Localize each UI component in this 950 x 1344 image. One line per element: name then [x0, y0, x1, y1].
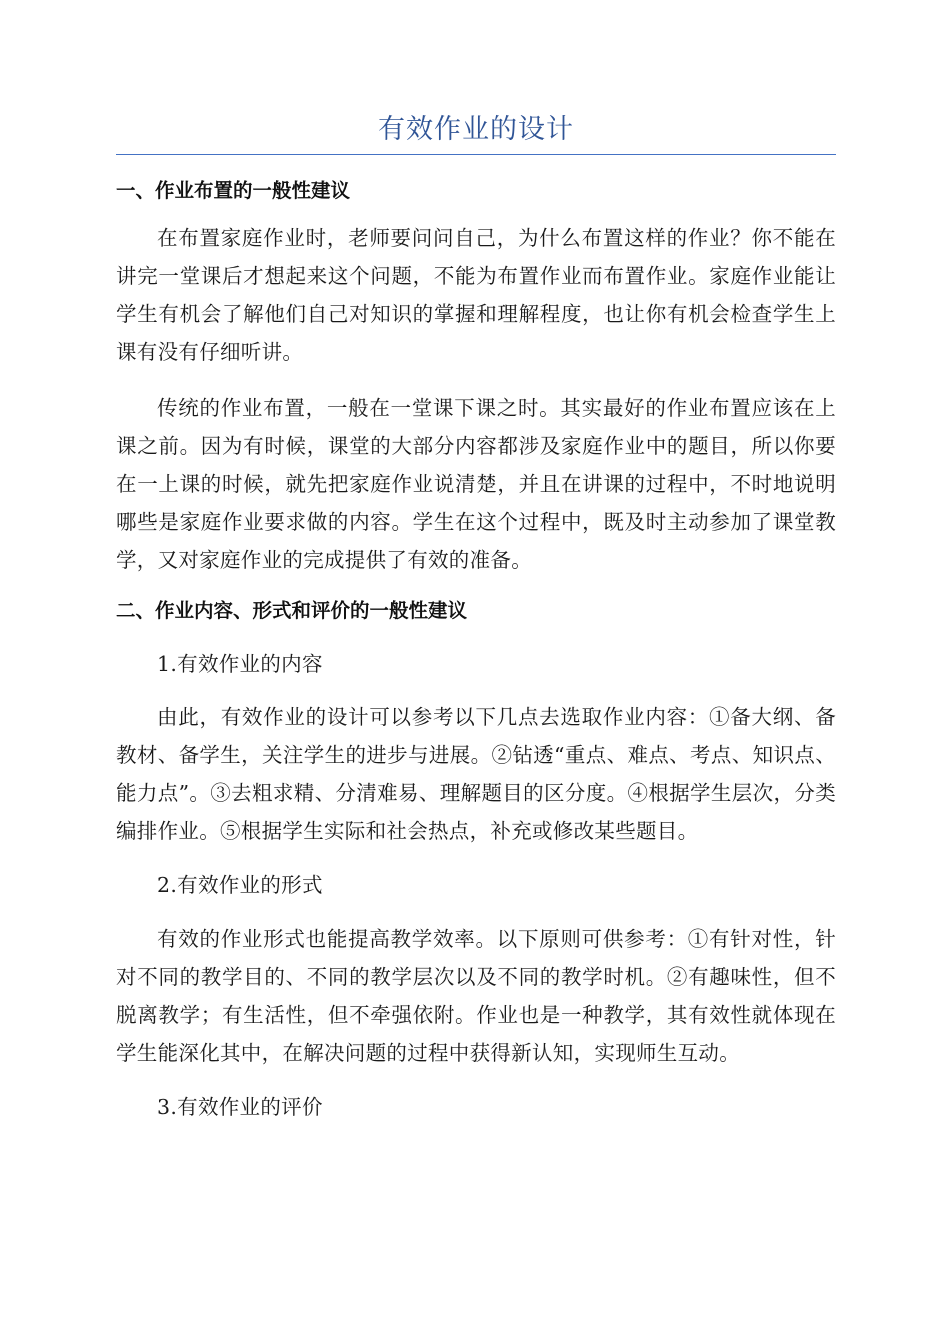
subsection-heading-content: 1.有效作业的内容: [157, 652, 323, 676]
subsection-heading-evaluation: 3.有效作业的评价: [157, 1095, 323, 1119]
title-underline: [116, 154, 836, 155]
section-heading-2: 二、作业内容、形式和评价的一般性建议: [116, 599, 468, 622]
body-paragraph: 由此，有效作业的设计可以参考以下几点去选取作业内容：①备大纲、备教材、备学生，关注学生的进步与进展。②钻透“重点、难点、考点、知识点、能力点”。③去粗求精、分清难易、理解题目的区分度。④根据学生层次，分类编排作业。⑤根据学生实际和社会热点，补充或修改某些题目。: [116, 705, 836, 843]
subsection-heading-form: 2.有效作业的形式: [157, 873, 323, 897]
document-page: [116, 108, 836, 1126]
body-paragraph: 传统的作业布置，一般在一堂课下课之时。其实最好的作业布置应该在上课之前。因为有时候，课堂的大部分内容都涉及家庭作业中的题目，所以你要在一上课的时候，就先把家庭作业说清楚，并且在讲课的过程中，不时地说明哪些是家庭作业要求做的内容。学生在这个过程中，既及时主动参加了课堂教学，又对家庭作业的完成提供了有效的准备。: [116, 396, 836, 572]
body-paragraph: 有效的作业形式也能提高教学效率。以下原则可供参考：①有针对性，针对不同的教学目的、不同的教学层次以及不同的教学时机。②有趣味性，但不脱离教学；有生活性，但不牵强依附。作业也是一种教学，其有效性就体现在学生能深化其中，在解决问题的过程中获得新认知，实现师生互动。: [116, 927, 836, 1065]
body-paragraph: 在布置家庭作业时，老师要问问自己，为什么布置这样的作业？你不能在讲完一堂课后才想起来这个问题，不能为布置作业而布置作业。家庭作业能让学生有机会了解他们自己对知识的掌握和理解程度，也让你有机会检查学生上课有没有仔细听讲。: [116, 226, 836, 364]
document-title: 有效作业的设计: [378, 114, 574, 145]
section-heading-1: 一、作业布置的一般性建议: [116, 179, 351, 202]
